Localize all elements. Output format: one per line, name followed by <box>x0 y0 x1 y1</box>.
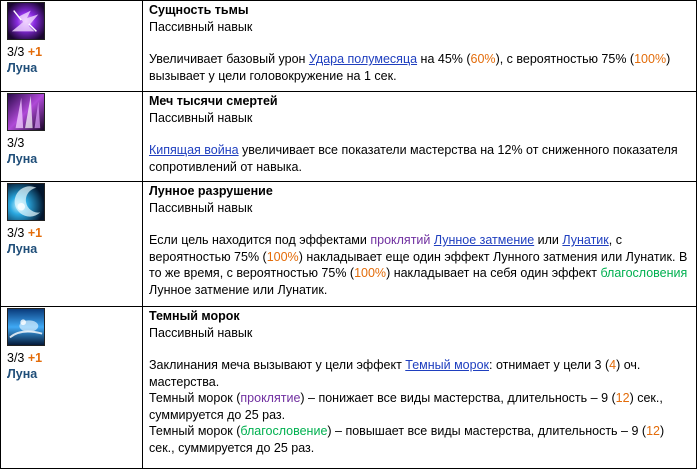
skill-title: Сущность тьмы <box>149 3 249 17</box>
skill-rank: 3/3 +1 <box>7 226 43 240</box>
skill-icon-cell <box>1 182 143 307</box>
skill-title: Лунное разрушение <box>149 184 273 198</box>
skill-branch: Луна <box>7 242 38 256</box>
lunar-destruction-icon-graphic <box>8 184 44 220</box>
dark-essence-icon <box>7 2 45 40</box>
skill-link[interactable]: Лунатик <box>562 233 609 247</box>
rank-bonus: +1 <box>27 351 43 365</box>
skill-description-cell <box>143 307 697 469</box>
dark-essence-icon-graphic <box>8 3 44 39</box>
skill-description: Увеличивает базовый урон Удара полумесяца на 45% (60%), с вероятностью 75% (100%) вызывает у цели головокружение на 1 сек. <box>149 52 671 83</box>
skill-type: Пассивный навык <box>149 19 253 34</box>
rank-bonus: +1 <box>27 45 43 59</box>
skill-branch: Луна <box>7 152 38 166</box>
skill-branch: Луна <box>7 367 38 381</box>
skill-title: Темный морок <box>149 309 240 323</box>
lunar-destruction-icon <box>7 183 45 221</box>
thousand-deaths-sword-icon-graphic <box>8 94 44 130</box>
skill-description: Темный морок (проклятие) – понижает все виды мастерства, длительность – 9 (12) сек., суммируется до 25 раз. <box>149 391 663 422</box>
rank-bonus: +1 <box>27 226 43 240</box>
skill-title: Меч тысячи смертей <box>149 94 278 108</box>
skill-rank: 3/3 <box>7 136 25 150</box>
skill-description: Если цель находится под эффектами проклятий Лунное затмение или Лунатик, с вероятностью 75% (100%) накладывает еще один эффект Лунного затмения или Лунатик. В то же время, с вероятностью 75% (100%) накладывает на себя один эффект благословения Лунное затмение или Лунатик. <box>149 233 688 297</box>
skill-link[interactable]: Темный морок <box>405 358 490 372</box>
skill-type: Пассивный навык <box>149 325 253 340</box>
skill-branch: Луна <box>7 61 38 75</box>
skill-rank: 3/3 +1 <box>7 351 43 365</box>
skill-row <box>1 307 697 469</box>
skill-description: Заклинания меча вызывают у цели эффект Темный морок: отнимает у цели 3 (4) оч. мастерства. <box>149 358 641 389</box>
skill-link[interactable]: Лунное затмение <box>433 233 535 247</box>
skill-link[interactable]: Кипящая война <box>149 143 239 157</box>
skill-icon-cell <box>1 1 143 92</box>
skill-type: Пассивный навык <box>149 200 253 215</box>
skill-icon-cell <box>1 92 143 182</box>
skill-description-cell <box>143 92 697 182</box>
skill-rank: 3/3 +1 <box>7 45 43 59</box>
skill-description: Кипящая война увеличивает все показатели мастерства на 12% от сниженного показателя сопротивлений от навыка. <box>149 143 678 174</box>
skill-row <box>1 92 697 182</box>
skill-row <box>1 1 697 92</box>
skill-description: Темный морок (благословение) – повышает все виды мастерства, длительность – 9 (12) сек., суммируется до 25 раз. <box>149 424 665 455</box>
thousand-deaths-sword-icon <box>7 93 45 131</box>
dark-haze-icon <box>7 308 45 346</box>
dark-haze-icon-graphic <box>8 309 44 345</box>
skill-type: Пассивный навык <box>149 110 253 125</box>
skill-row <box>1 182 697 307</box>
skill-description-cell <box>143 182 697 307</box>
skill-link[interactable]: Удара полумесяца <box>308 52 418 66</box>
skill-icon-cell <box>1 307 143 469</box>
skill-description-cell <box>143 1 697 92</box>
